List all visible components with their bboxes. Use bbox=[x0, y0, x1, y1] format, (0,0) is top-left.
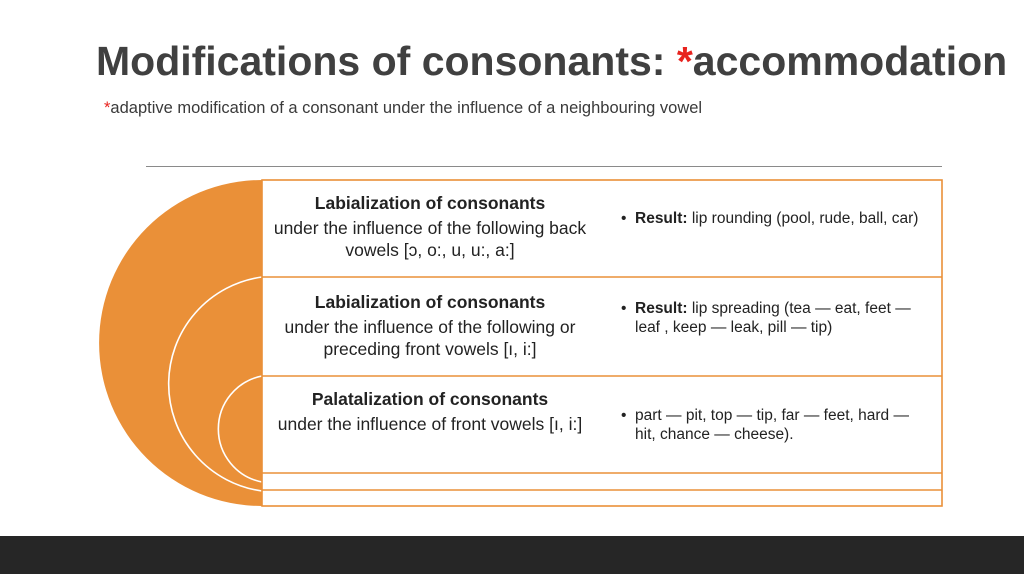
row-2-result-label: Result: bbox=[635, 300, 688, 317]
title-asterisk: * bbox=[676, 38, 693, 84]
subtitle-asterisk: * bbox=[104, 99, 111, 117]
outer-arc-shape bbox=[99, 180, 262, 506]
row-1-result-label: Result: bbox=[635, 210, 688, 227]
row-2-right-cell bbox=[620, 299, 920, 337]
row-3-result-item bbox=[635, 406, 920, 444]
row-3-right-cell bbox=[620, 406, 920, 444]
title-term: accommodation bbox=[692, 38, 1008, 84]
row-2-left-cell bbox=[262, 291, 598, 360]
row-2-result-list bbox=[620, 299, 920, 337]
row-2-title: Labialization of consonants bbox=[314, 292, 546, 312]
footer-bar bbox=[0, 536, 1024, 574]
row-1-title: Labialization of consonants bbox=[314, 193, 546, 213]
row-2-result-text: lip spreading (tea — eat, feet — leaf , keep — leak, pill — tip) bbox=[635, 300, 911, 336]
row-3-description: under the influence of front vowels [ı, i:] bbox=[277, 414, 583, 434]
row-2-result-item bbox=[635, 299, 920, 337]
subtitle-text: adaptive modification of a consonant under the influence of a neighbouring vowel bbox=[110, 99, 703, 117]
row-1-left-cell bbox=[262, 192, 598, 261]
row-1-description: under the influence of the following back vowels [ɔ, o:, u, u:, a:] bbox=[273, 218, 587, 260]
row-3-result-list bbox=[620, 406, 920, 444]
row-1-result-item bbox=[635, 209, 920, 228]
row-1-right-cell bbox=[620, 209, 920, 228]
row-1-result-list bbox=[620, 209, 920, 228]
row-3-result-text: part — pit, top — tip, far — feet, hard — hit, chance — cheese). bbox=[635, 407, 909, 443]
row-1-result-text: lip rounding (pool, rude, ball, car) bbox=[687, 210, 919, 227]
row-3-left-cell bbox=[262, 388, 598, 435]
title-main: Modifications of consonants: bbox=[96, 38, 677, 84]
row-2-description: under the influence of the following or preceding front vowels [ı, i:] bbox=[284, 317, 576, 359]
row-3-title: Palatalization of consonants bbox=[311, 389, 549, 409]
